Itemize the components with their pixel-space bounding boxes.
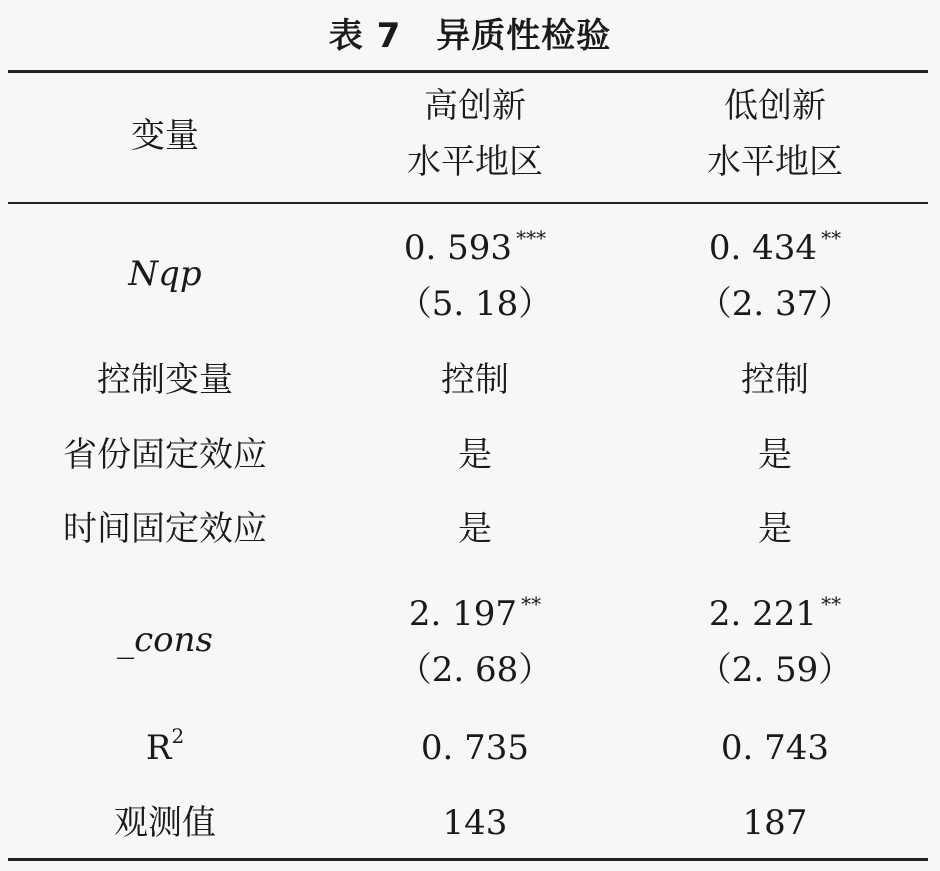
table-title: 表 7 异质性检验 (328, 16, 612, 56)
nqp-high-stars: *** (516, 226, 547, 250)
nqp-high-coef: 0. 593 (403, 228, 513, 268)
top-rule (8, 70, 928, 73)
nqp-low-tstat: （2. 37） (697, 284, 853, 324)
row-cons-label: _cons (117, 620, 213, 660)
row-r2-label (20, 720, 310, 776)
header-high-line2: 水平地区 (407, 142, 543, 182)
bottom-rule (8, 858, 928, 861)
row-cons-low (630, 586, 920, 698)
cons-high-coef: 2. 197 (408, 594, 518, 634)
header-low-innovation (630, 78, 920, 190)
header-rule (8, 202, 928, 204)
cons-low-stars: ** (821, 592, 842, 616)
nqp-low-stars: ** (821, 226, 842, 250)
row-obs-low: 187 (742, 803, 808, 843)
r2-label-text: R (145, 728, 172, 768)
cons-high-tstat: （2. 68） (397, 650, 553, 690)
cons-low-tstat: （2. 59） (697, 650, 853, 690)
row-nqp-label: Nqp (128, 254, 202, 294)
row-province-fe-high: 是 (458, 435, 492, 475)
row-time-fe-label: 时间固定效应 (63, 509, 267, 549)
row-obs-label: 观测值 (114, 803, 216, 843)
row-time-fe-low: 是 (758, 509, 792, 549)
row-obs-high: 143 (442, 803, 508, 843)
row-cons-high (330, 586, 620, 698)
row-r2-high: 0. 735 (420, 728, 530, 768)
row-province-fe-low: 是 (758, 435, 792, 475)
row-controls-high: 控制 (441, 360, 509, 400)
row-time-fe-high: 是 (458, 509, 492, 549)
r2-label-superscript: 2 (171, 724, 185, 748)
row-province-fe-label: 省份固定效应 (63, 435, 267, 475)
row-controls-low: 控制 (741, 360, 809, 400)
nqp-low-coef: 0. 434 (708, 228, 818, 268)
row-nqp-low (630, 220, 920, 332)
header-high-line1: 高创新 (424, 86, 526, 126)
header-low-line2: 水平地区 (707, 142, 843, 182)
row-r2-low: 0. 743 (720, 728, 830, 768)
header-low-line1: 低创新 (724, 86, 826, 126)
cons-low-coef: 2. 221 (708, 594, 818, 634)
row-controls-label: 控制变量 (97, 360, 233, 400)
cons-high-stars: ** (521, 592, 542, 616)
header-variable: 变量 (131, 116, 199, 156)
row-nqp-high (330, 220, 620, 332)
nqp-high-tstat: （5. 18） (397, 284, 553, 324)
header-high-innovation (330, 78, 620, 190)
